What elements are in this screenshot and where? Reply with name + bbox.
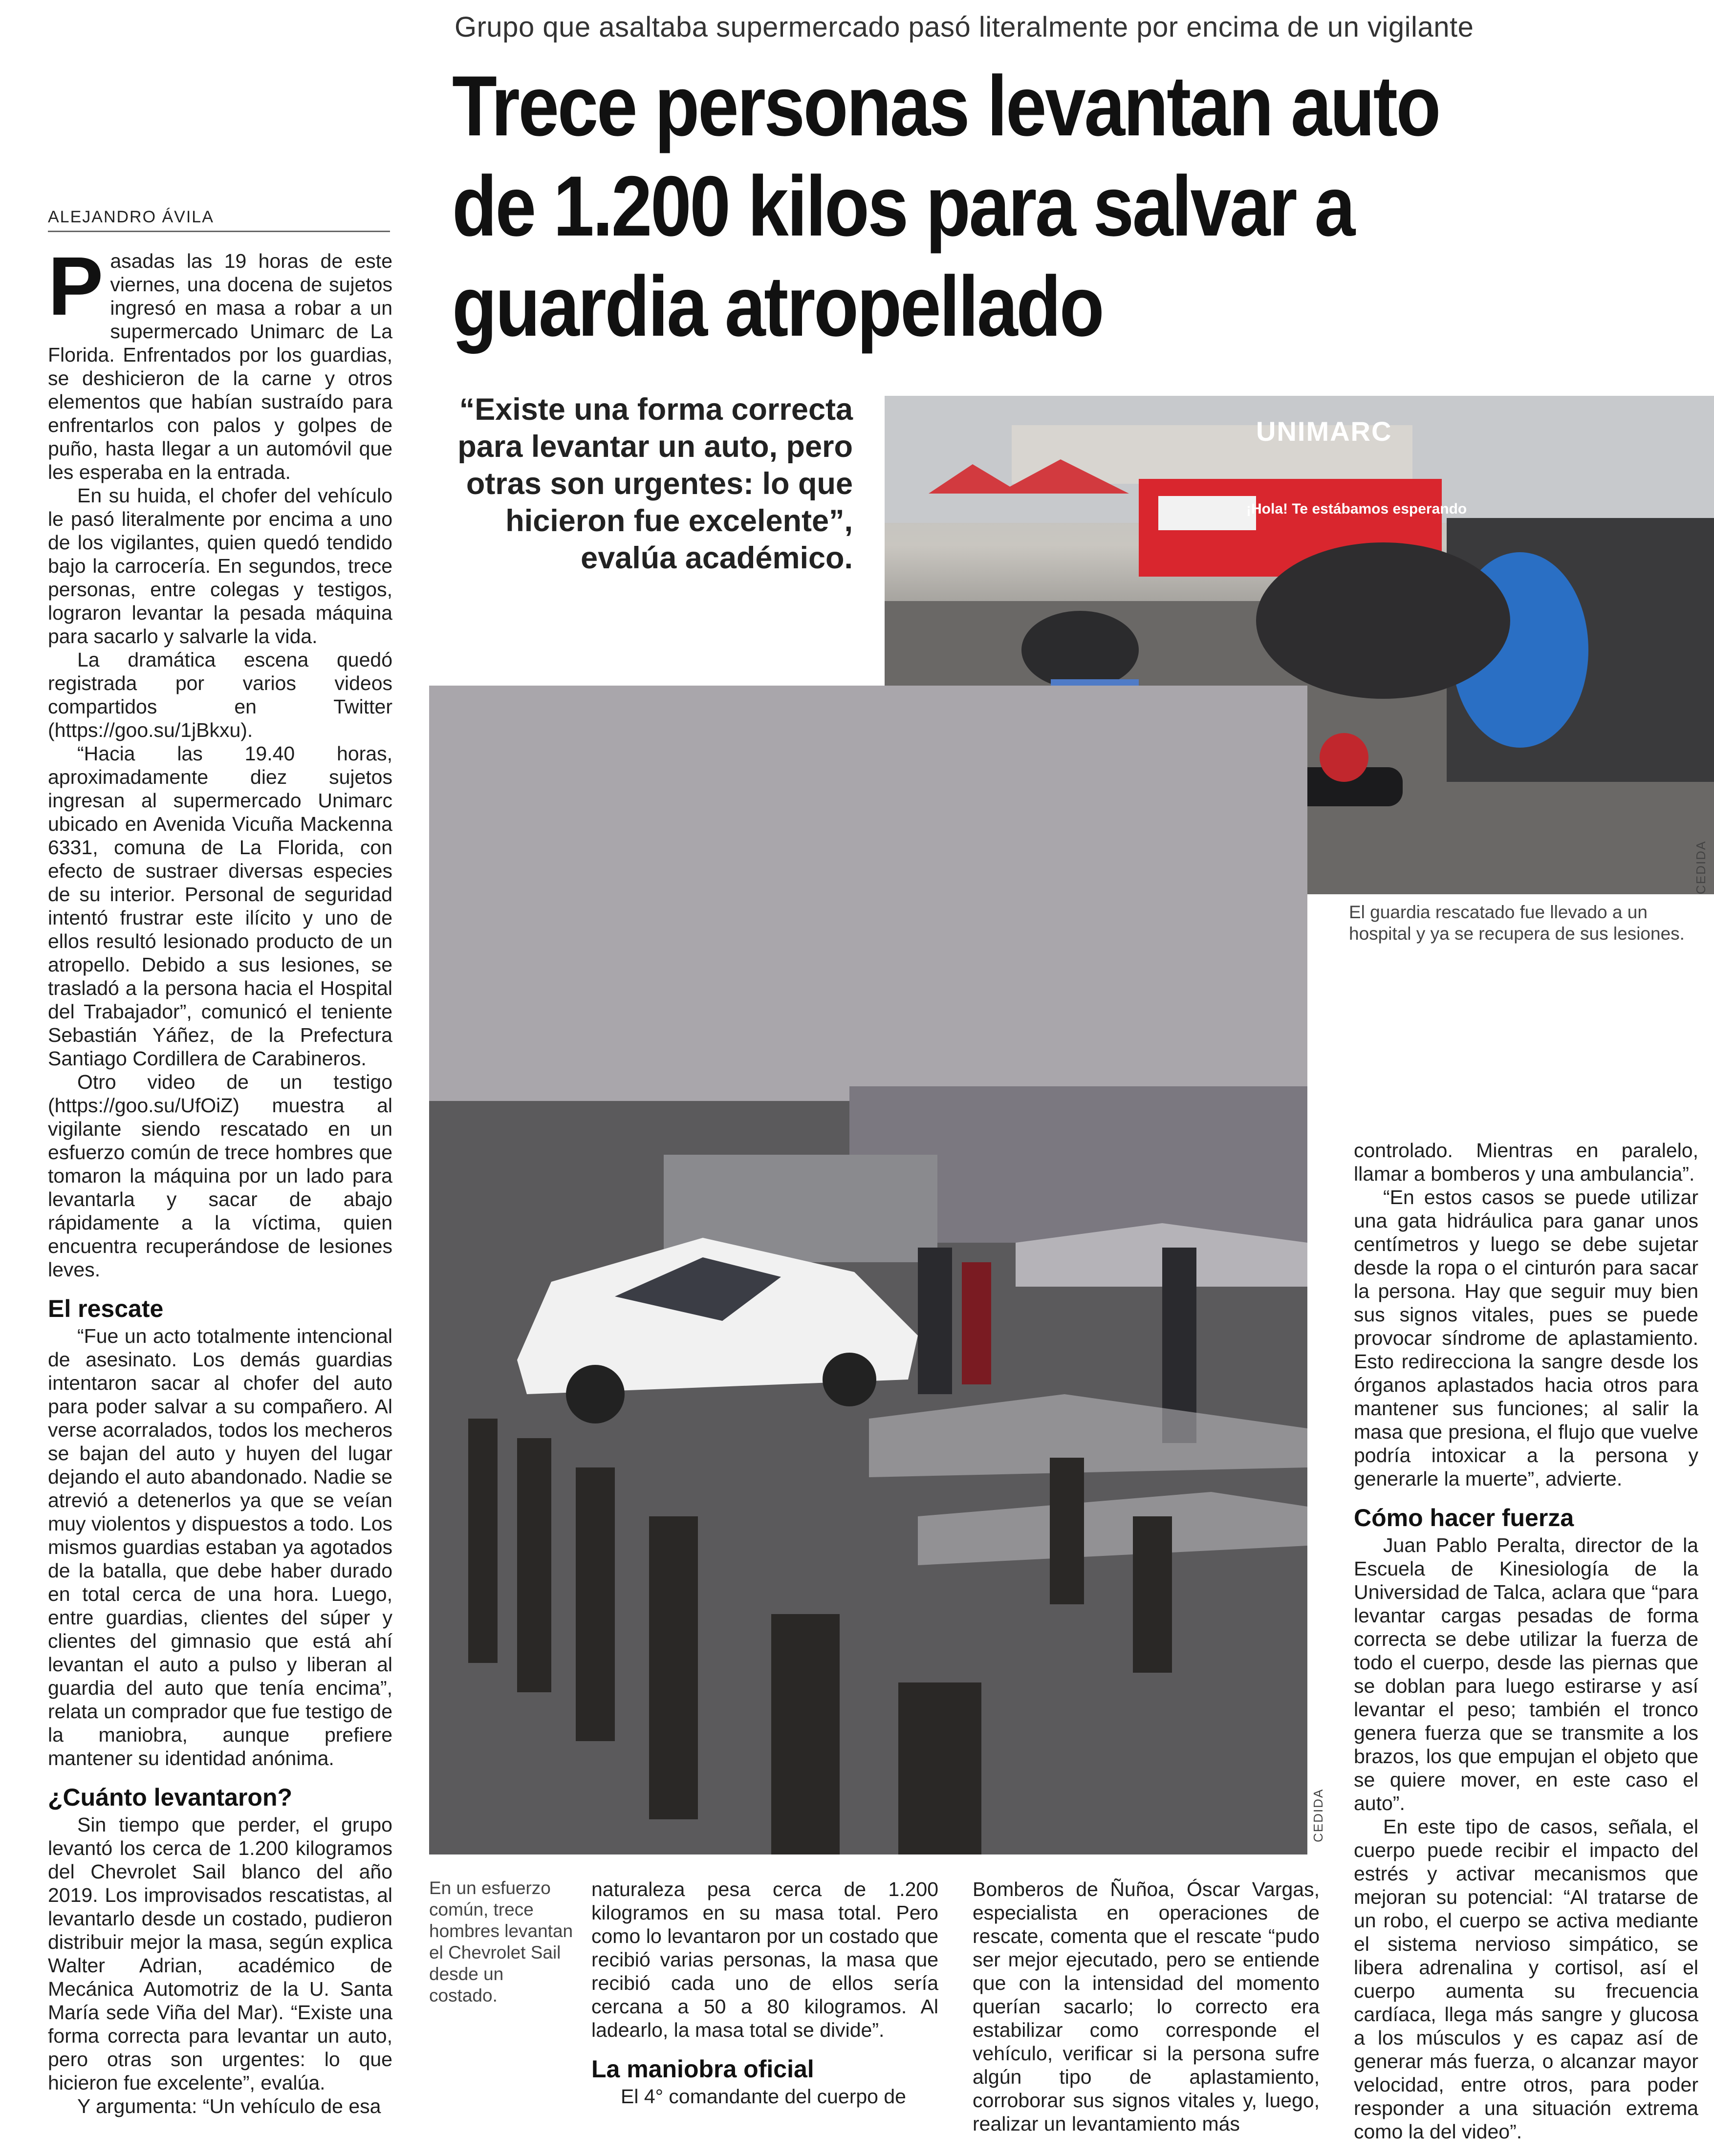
- paragraph: Y argumenta: “Un vehículo de esa: [77, 2095, 381, 2117]
- paragraph: “Fue un acto totalmente intencional de asesinato. Los demás guardias intentaron sacar al chofer del auto para poder salvar a su compañero. Al verse acorralados, todos los mecheros se bajan del auto y huyen del lugar dejando el auto abandonado. Nadie se atrevió a detenerlos ya que se veían muy violentos y dispuestos a todo. Los mismos guardias estaban ya agotados de la batalla, que debe haber durado en total cerca de una hora. Luego, entre guardias, clientes del súper y clientes del gimnasio que está ahí levantan el auto a pulso y liberan al guardia del auto que tenía encima”, relata un comprador que fue testigo de la maniobra, aunque prefiere mantener su identidad anónima.: [48, 1325, 392, 1769]
- store-sign: UNIMARC: [1256, 416, 1392, 447]
- paragraph: Bomberos de Ñuñoa, Óscar Vargas, especialista en operaciones de rescate, comenta que el rescate “pudo ser mejor ejecutado, pero se entiende que con la intensidad del momento querían sacarlo; lo correcto era estabilizar como corresponde el vehículo, verificar si la persona sufre algún tipo de aplastamiento, corroborar sus signos vitales y, luego, realizar un levantamiento más: [973, 1878, 1320, 2135]
- photo-credit-top: CEDIDA: [1693, 840, 1708, 894]
- photo-credit-main: CEDIDA: [1311, 1788, 1325, 1842]
- headline: Trece personas levantan auto de 1.200 kilos para salvar a guardia atropellado: [452, 59, 1439, 354]
- pull-quote: “Existe una forma correcta para levantar un auto, pero otras son urgentes: lo que hicieron fue excelente”, evalúa académico.: [457, 392, 853, 575]
- paragraph: La dramática escena quedó registrada por varios videos compartidos en Twitter (https://goo.su/1jBkxu).: [48, 648, 392, 741]
- paragraph: Otro video de un testigo (https://goo.su/UfOiZ) muestra al vigilante siendo rescatado en un esfuerzo común de trece hombres que tomaron la máquina por un lado para levantarla y sacar de abajo rápidamente a la víctima, quien encuentra recuperándose de lesiones leves.: [48, 1071, 392, 1281]
- subhead-maniobra: La maniobra oficial: [591, 2055, 814, 2083]
- article-column-2: [591, 1877, 938, 2108]
- car-lift-photo: [429, 686, 1307, 1854]
- paragraph: En su huida, el chofer del vehículo le pasó literalmente por encima a uno de los vigilantes, quien quedó tendido bajo la carrocería. En segundos, trece personas, entre colegas y testigos, lograron levantar la pesada máquina para sacarlo y salvarle la vida.: [48, 484, 392, 647]
- paragraph: Juan Pablo Peralta, director de la Escuela de Kinesiología de la Universidad de Talca, aclara que “para levantar cargas pesadas de forma correcta se debe utilizar la fuerza de todo el cuerpo, desde las piernas que se doblan para luego estirarse y así levantar el peso; también el tronco genera fuerza que se transmite a los brazos, los que empujan el objeto que se quiere mover, en este caso el auto”.: [1354, 1534, 1698, 1814]
- article-column-1: [48, 240, 392, 2140]
- lead-text: asadas las 19 horas de este viernes, una docena de sujetos ingresó en masa a robar a un supermercado Unimarc de La Florida. Enfrentados por los guardias, se deshicieron de la carne y otros elementos que habían sustraído para enfrentarlos con palos y golpes de puño, hasta llegar a un automóvil que les esperaba en la entrada.: [48, 250, 392, 483]
- caption-main: En un esfuerzo común, trece hombres levantan el Chevrolet Sail desde un costado.: [429, 1878, 573, 2005]
- paragraph: naturaleza pesa cerca de 1.200 kilogramos en su masa total. Pero como lo levantaron por un costado que recibió varias personas, la masa que recibió cada uno de ellos sería cercana a 50 a 80 kilogramos. Al ladearlo, la masa total se divide”.: [591, 1878, 938, 2041]
- subhead-rescate: El rescate: [48, 1295, 164, 1322]
- paragraph: Sin tiempo que perder, el grupo levantó los cerca de 1.200 kilogramos del Chevrolet Sail blanco del año 2019. Los improvisados rescatistas, al levantarlo desde un costado, pudieron distribuir mejor la masa, según explica Walter Adrian, académico de Mecánica Automotriz de la U. Santa María sede Viña del Mar). “Existe una forma correcta para levantar un auto, pero otras son urgentes: lo que hicieron fue excelente”, evalúa.: [48, 1813, 392, 2094]
- lead-paragraph: [48, 240, 392, 484]
- paragraph: controlado. Mientras en paralelo, llamar a bomberos y una ambulancia”.: [1354, 1139, 1698, 1185]
- car-lift-illustration: [429, 686, 1307, 1854]
- store-banner: ¡Hola! Te estábamos esperando: [1246, 501, 1467, 517]
- caption-top: El guardia rescatado fue llevado a un hospital y ya se recupera de sus lesiones.: [1349, 902, 1685, 944]
- kicker: Grupo que asaltaba supermercado pasó literalmente por encima de un vigilante: [455, 11, 1474, 43]
- byline: ALEJANDRO ÁVILA: [48, 208, 390, 232]
- article-column-4: [1354, 1139, 1698, 2143]
- paragraph: “Hacia las 19.40 horas, aproximadamente diez sujetos ingresan al supermercado Unimarc ubicado en Avenida Vicuña Mackenna 6331, comuna de La Florida, con efecto de sustraer diversas especies de su interior. Personal de seguridad intentó frustrar este ilícito y uno de ellos resultó lesionado producto de un atropello. Debido a sus lesiones, se trasladó a la persona hacia el Hospital del Trabajador”, comunicó el teniente Sebastián Yáñez, de la Prefectura Santiago Cordillera de Carabineros.: [48, 742, 392, 1070]
- article-column-3: [973, 1877, 1320, 2135]
- subhead-fuerza: Cómo hacer fuerza: [1354, 1504, 1574, 1531]
- subhead-cuanto: ¿Cuánto levantaron?: [48, 1784, 293, 1811]
- paragraph: “En estos casos se puede utilizar una gata hidráulica para ganar unos centímetros y luego se debe sujetar desde la ropa o el cinturón para sacar la persona. Hay que seguir muy bien sus signos vitales, pues se puede provocar síndrome de aplastamiento. Esto redirecciona la sangre desde los órganos aplastados hacia otros para mantener sus funciones; al salir la masa que presiona, el flujo que vuelve podría intoxicar a la persona y generarle la muerte”, advierte.: [1354, 1186, 1698, 1490]
- paragraph: En este tipo de casos, señala, el cuerpo puede recibir el impacto del estrés y activar mecanismos que mejoran su potencial: “Al tratarse de un robo, el cuerpo se activa mediante el sistema nervioso simpático, se libera adrenalina y cortisol, así el cuerpo aumenta su frecuencia cardíaca, llega más sangre y glucosa a los músculos y es capaz así de generar más fuerza, o alcanzar mayor velocidad, entre otros, para poder responder a una situación extrema como la del video”.: [1354, 1815, 1698, 2143]
- paragraph: El 4° comandante del cuerpo de: [621, 2085, 906, 2108]
- dropcap: P: [48, 240, 104, 333]
